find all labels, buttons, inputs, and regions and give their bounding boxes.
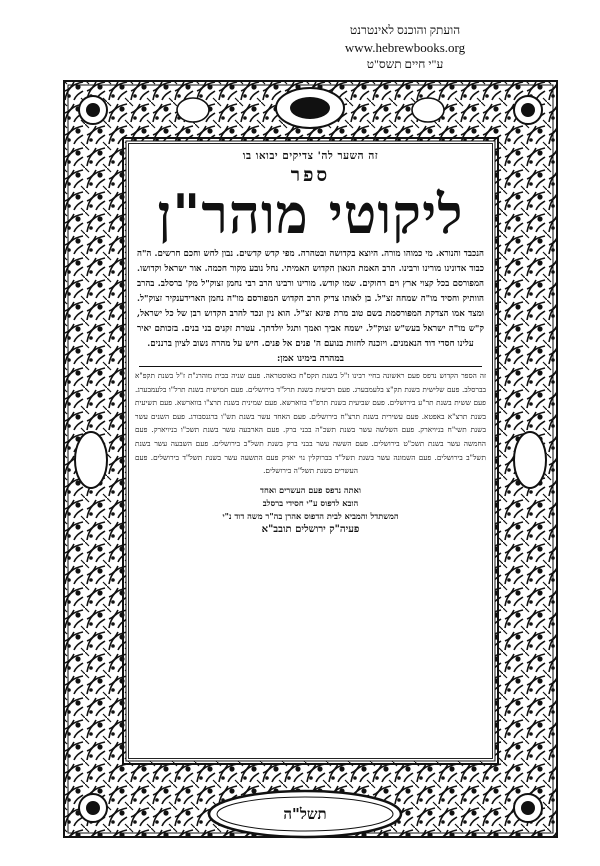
place-line: פעיה"ק ירושלים תובב"א [261, 523, 360, 535]
reprint-line: ואתה נדפס פעם העשרים ואחד [260, 484, 361, 495]
brought-by-line: הובא לדפוס ע"י חסידי ברסלב [262, 497, 359, 508]
approbation-text: הנכבד והנורא. מי כמוהו מורה. היוצא בקדושה ובטהרה. מפי קדש קדשים. נבון לחש וחכם חרשים. ה"ה כבוד אדונינו מורינו ורבינו. הרב האמת הגאון הקדוש האמיתי. נחל נובע מקור חכמה. אור ישראל וקדושו. המפורסם בכל קצוי ארץ וים רחוקים. שמו קודש. מורינו ורבינו הרב רבי נחמן זצוק"ל מק' ברסלב. בהרב הוותיק וחסיד מו"ה שמחה זצ"ל. בן לאותו צדיק הרב הקדוש המפורסם מו"ה נחמן הארידענקיר זצוק"ל. ומצד אמו הצדקת המפורסמת בשם טוב מרת פיגא זצ"ל. הוא נין ונכד להרב הקדוש רבן של כל ישראל, ק"ש מו"ה ישראל בעש"ש זצוק"ל. ישמח אביך ואמך ותגל יולדתך. עטרת זקנים בני בנים. בזכותם יאיר עלינו חסדי דוד הנאמנים. ויזכנה לחזות בנועם ה' פנים אל פנים. חיש על מהרה נשוב לציון ברננים. [137, 249, 484, 349]
motto: זה השער לה' צדיקים יבואו בו [242, 150, 379, 162]
source-line-1: הועתק והוכנס לאינטרנט [349, 23, 461, 37]
year-cartouche [205, 788, 405, 840]
source-url[interactable]: www.hebrewbooks.org [344, 40, 466, 55]
source-stamp [300, 22, 510, 73]
title-panel [128, 143, 493, 759]
divider [139, 366, 482, 367]
printer-block [129, 484, 492, 536]
ornamental-frame [63, 80, 558, 838]
source-line-3: ע"י חיים תשס"ט [366, 57, 444, 71]
publication-year: תשל"ה [283, 804, 327, 823]
book-title: ליקוטי מוהר"ן [157, 182, 464, 246]
publisher-line: המשתדל והמביא לבית הדפוס אהרן בה"ר משה דוד נ"י [222, 510, 399, 521]
bimheira-line: במהרה בימינו אמן: [276, 354, 345, 364]
printing-history: זה הספר הקדוש נדפס פעם ראשונה בחיי רבינו ז"ל בשנת תקס"ח באוסטראה. פעם שניה בבית מוהרנ"ת ז"ל בשנת תקפ"א בברסלב. פעם שלישית בשנת תק"צ בלעמבערג. פעם רביעית בשנת תרל"ד בירושלים. פעם חמישית בשנת תרל"ו בלעמבערג. פעם ששית בשנת תר"ע בירושלים. פעם שביעית בשנת תרפ"ד בווארשא. פעם שמינית בשנת תרצ"ו בווארשא. פעם תשיעית בשנת תרצ"א באפטא. פעם עשירית בשנת תרצ"ח בירושלים. פעם האחד עשר בשנת תש"ו ברגנסבורג. פעם השנים עשר בשנת תשי"ח בניויארק. פעם השלשה עשר בשנת תשכ"ה בבני ברק. פעם הארבעה עשר בשנת תשכ"ו בניויארק. פעם החמשה עשר בשנת תשכ"ט בירושלים. פעם הששה עשר בבני ברק בשנת תשל"ב בירושלים. פעם השבעה עשר בשנת תשל"ב בירושלים. פעם השמונה עשר בשנת תשל"ד בברוקלין נוי יארק פעם התשעה עשר בשנת תשל"ד בירושלים. פעם העשרים בשנת תשל"ה בירושלים. [135, 371, 486, 476]
sefer-label: ספר [290, 164, 331, 186]
